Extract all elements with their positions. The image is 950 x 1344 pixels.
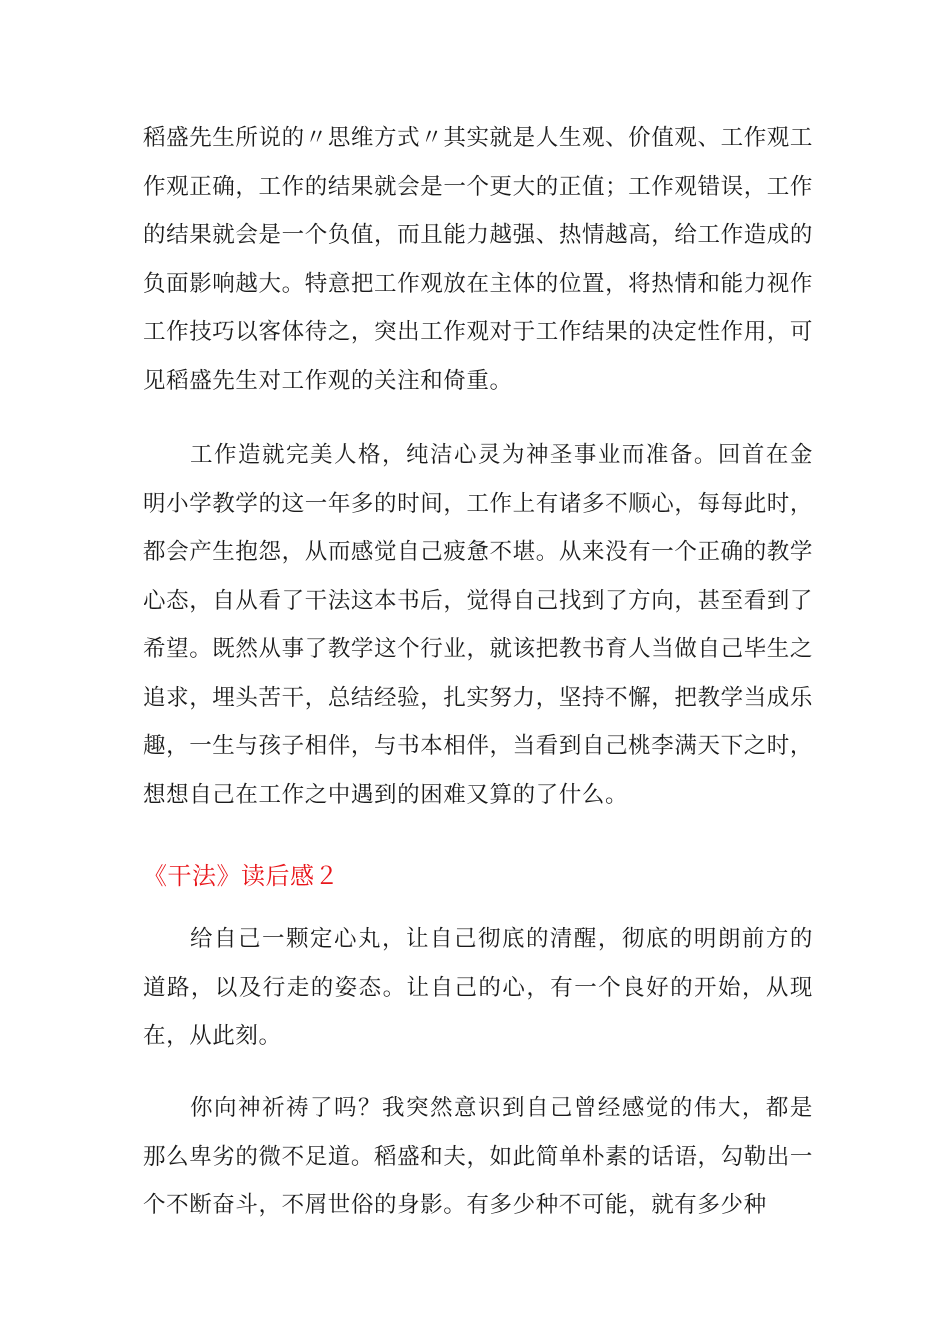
- section-heading: 《干法》读后感２: [143, 862, 339, 890]
- paragraph-teaching-reflection: 工作造就完美人格，纯洁心灵为神圣事业而准备。回首在金明小学教学的这一年多的时间，工作上有诸多不顺心，每每此时，都会产生抱怨，从而感觉自己疲惫不堪。从来没有一个正确的教学心态，自从看了干法这本书后，觉得自己找到了方向，甚至看到了希望。既然从事了教学这个行业，就该把教书育人当做自己毕生之追求，埋头苦干，总结经验，扎实努力，坚持不懈，把教学当成乐趣，一生与孩子相伴，与书本相伴，当看到自己桃李满天下之时，想想自己在工作之中遇到的困难又算的了什么。: [143, 442, 813, 808]
- paragraph-reassurance: 给自己一颗定心丸，让自己彻底的清醒，彻底的明朗前方的道路，以及行走的姿态。让自己的心，有一个良好的开始，从现在，从此刻。: [143, 926, 813, 1049]
- paragraph-prayer: 你向神祈祷了吗？我突然意识到自己曾经感觉的伟大，都是那么卑劣的微不足道。稻盛和夫，如此简单朴素的话语，勾勒出一个不断奋斗，不屑世俗的身影。有多少种不可能，就有多少种: [143, 1095, 813, 1218]
- paragraph-work-view: 稻盛先生所说的〃思维方式〃其实就是人生观、价值观、工作观工作观正确，工作的结果就会是一个更大的正值；工作观错误，工作的结果就会是一个负值，而且能力越强、热情越高，给工作造成的负面影响越大。特意把工作观放在主体的位置，将热情和能力视作工作技巧以客体待之，突出工作观对于工作结果的决定性作用，可见稻盛先生对工作观的关注和倚重。: [143, 125, 813, 394]
